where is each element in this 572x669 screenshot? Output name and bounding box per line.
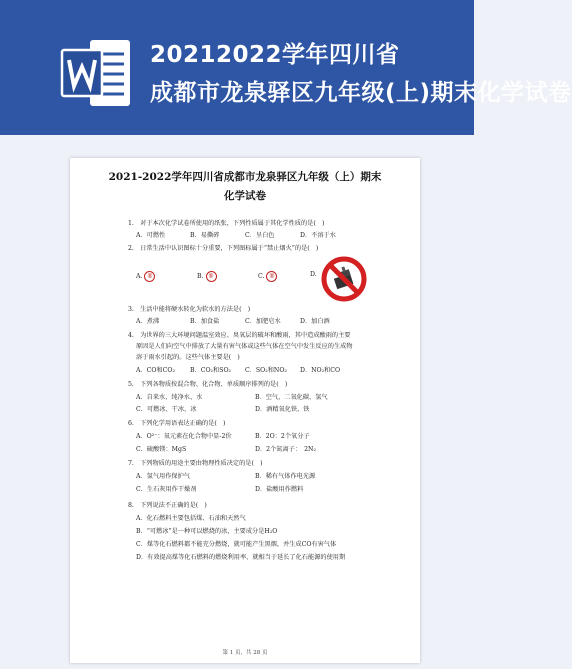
q8-option-d: D．有效提高煤等化石燃料的燃烧利用率，就相当于延长了化石能源的使用期 xyxy=(136,554,346,561)
q1-option-b: B．易撕碎 xyxy=(190,232,220,239)
q5-option-b: B．空气、二氧化碳、氢气 xyxy=(255,394,328,401)
header-banner xyxy=(0,0,572,135)
q4-option-a: A．CO和CO₂ xyxy=(136,367,175,374)
q7-option-a: A．氢气用作保护气 xyxy=(136,473,190,480)
q6-option-a: A．O²⁻：氧元素在化合物中显-2价 xyxy=(136,433,232,440)
q3-option-c: C．加肥皂水 xyxy=(245,318,281,325)
question-1: 1. 对于本次化学试卷所使用的纸张，下列性质属于其化学性质的是( ) xyxy=(128,220,325,227)
header-title-line1: 20212022学年四川省 xyxy=(150,42,400,68)
q2-option-d: D. xyxy=(310,271,317,278)
q7-option-c: C．生石灰用作干燥剂 xyxy=(136,486,197,493)
question-6: 6. 下列化学用语表达正确的是( ) xyxy=(128,420,226,427)
q2-option-c: C. ® xyxy=(258,271,277,282)
registered-mark-icon: ® xyxy=(144,271,155,282)
page-footer: 第 1 页，共 28 页 xyxy=(222,650,268,656)
q4-option-b: B．CO₂和SO₂ xyxy=(190,367,232,374)
registered-mark-icon: ® xyxy=(206,271,217,282)
q5-option-d: D．酒精氧化铁、铁 xyxy=(255,406,310,413)
q7-option-d: D．盐酸用作燃料 xyxy=(255,486,304,493)
q8-option-c: C．煤等化石燃料都不能充分燃烧，就可能产生黑烟，并生成CO有害气体 xyxy=(136,541,337,548)
q3-option-d: D．加白酒 xyxy=(300,318,330,325)
q2-option-b: B. ® xyxy=(197,271,217,282)
question-4-line2: 原因是人们向空气中排放了大量有害气体或这些气体在空气中发生反应的生成物 xyxy=(136,343,353,350)
q2-option-a: A. ® xyxy=(136,271,155,282)
question-2: 2. 日常生活中认识图标十分重要，下列图标属于“禁止烟火”的是( ) xyxy=(128,245,319,252)
q3-option-a: A．煮沸 xyxy=(136,318,160,325)
q5-option-a: A．自来水、纯净水、水 xyxy=(136,394,203,401)
question-4: 4. 为世界的三大环境问题温室效应、臭氧层的破坏和酸雨，其中造成酸雨的主要 xyxy=(128,332,351,339)
document-title: 2021-2022学年四川省成都市龙泉驿区九年级（上）期末 xyxy=(108,171,382,183)
word-document-icon xyxy=(60,36,134,110)
registered-mark-icon: ® xyxy=(266,271,277,282)
q5-option-c: C．可燃冰、干冰、冰 xyxy=(136,406,197,413)
q4-option-d: D．NO₂和CO xyxy=(300,367,341,374)
q1-option-c: C．呈白色 xyxy=(245,232,275,239)
question-5: 5. 下列各物质按混合物、化合物、单质顺序排列的是( ) xyxy=(128,381,288,388)
question-3: 3. 生活中能将硬水转化为软水的方法是( ) xyxy=(128,306,251,313)
q1-option-d: D．不溶于水 xyxy=(300,232,336,239)
no-fire-sign-icon xyxy=(320,255,368,303)
q6-option-c: C．硫酸镁：MgS xyxy=(136,446,187,453)
q6-option-b: B．2O：2个氧分子 xyxy=(255,433,310,440)
question-8: 8. 下列说法不正确的是( ) xyxy=(128,502,207,509)
header-title-line2: 成都市龙泉驿区九年级(上)期末化学试卷 xyxy=(150,80,572,106)
q8-option-a: A．化石燃料主要包括煤、石油和天然气 xyxy=(136,515,246,522)
q7-option-b: B．稀有气体作电光源 xyxy=(255,473,316,480)
q8-option-b: B．“可燃冰”是一种可以燃烧的冰，主要成分是H₂O xyxy=(136,528,278,535)
document-page xyxy=(70,158,420,663)
question-4-line3: 溶于雨水引起的。这些气体主要是( ) xyxy=(136,354,240,361)
q3-option-b: B．加食盐 xyxy=(190,318,220,325)
q4-option-c: C．SO₂和NO₂ xyxy=(245,367,287,374)
question-7: 7. 下列物质的用途主要由物理性质决定的是( ) xyxy=(128,460,263,467)
q1-option-a: A．可燃性 xyxy=(136,232,166,239)
q6-option-d: D．2个氮离子： 2N₂ xyxy=(255,446,316,453)
document-subtitle: 化学试卷 xyxy=(224,190,266,202)
